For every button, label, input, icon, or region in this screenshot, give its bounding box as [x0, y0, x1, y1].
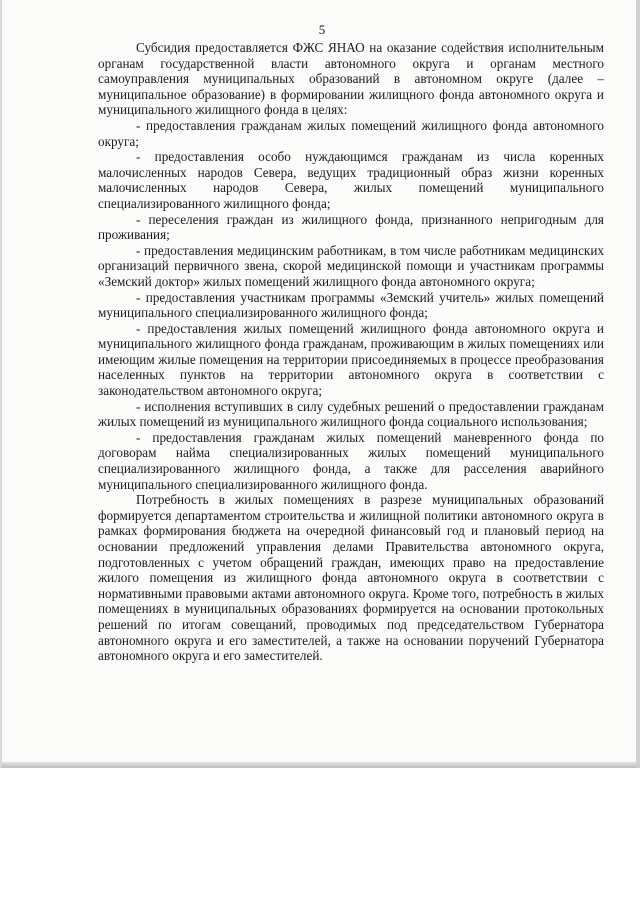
- paragraph-item-5: - предоставления участникам программы «Земский учитель» жилых помещений муниципального специализированного жилищного фонда;: [98, 289, 604, 321]
- paragraph-item-3: - переселения граждан из жилищного фонда, признанного непригодным для проживания;: [98, 211, 604, 243]
- page-number: 5: [318, 22, 326, 37]
- paragraph-item-8: - предоставления гражданам жилых помещений маневренного фонда по договорам найма специализированных жилых помещений муниципального специализированного жилищного фонда, а также для расселения аварийного муниципального специализированного жилищного фонда.: [98, 429, 604, 492]
- paragraph-demand: Потребность в жилых помещениях в разрезе муниципальных образований формируется департаментом строительства и жилищной политики автономного округа в рамках формирования бюджета на очередной финансовый год и плановый период на основании предложений управления делами Правительства автономного округа, подготовленных с учетом обращений граждан, имеющих право на предоставление жилого помещения из жилищного фонда автономного округа в соответствии с нормативными правовыми актами автономного округа. Кроме того, потребность в жилых помещениях в муниципальных образованиях формируется на основании протокольных решений по итогам совещаний, проводимых под председательством Губернатора автономного округа и его заместителей, а также на основании поручений Губернатора автономного округа и его заместителей.: [98, 492, 604, 664]
- paragraph-intro: Субсидия предоставляется ФЖС ЯНАО на оказание содействия исполнительным органам государственной власти автономного округа и органам местного самоуправления муниципальных образований в автономном округе (далее – муниципальное образование) в формировании жилищного фонда автономного округа и муниципального жилищного фонда в целях:: [98, 40, 604, 118]
- paragraph-item-6: - предоставления жилых помещений жилищного фонда автономного округа и муниципального жилищного фонда гражданам, проживающим в жилых помещениях или имеющим жилые помещения на территории присоединяемых в процессе преобразования населенных пунктов на территории автономного округа в соответствии с законодательством автономного округа;: [98, 320, 604, 399]
- paragraph-item-1: - предоставления гражданам жилых помещений жилищного фонда автономного округа;: [98, 117, 604, 149]
- paragraph-item-2: - предоставления особо нуждающимся гражданам из числа коренных малочисленных народов Севера, ведущих традиционный образ жизни коренных малочисленных народов Севера, жилых помещений муниципального специализированного жилищного фонда;: [98, 149, 604, 211]
- paragraph-item-4: - предоставления медицинским работникам, в том числе работникам медицинских организаций первичного звена, скорой медицинской помощи и участникам программы «Земский доктор» жилых помещений жилищного фонда автономного округа;: [98, 242, 604, 289]
- paragraph-item-7: - исполнения вступивших в силу судебных решений о предоставлении гражданам жилых помещений из муниципального жилищного фонда социального использования;: [98, 398, 604, 430]
- document-body: [98, 40, 604, 664]
